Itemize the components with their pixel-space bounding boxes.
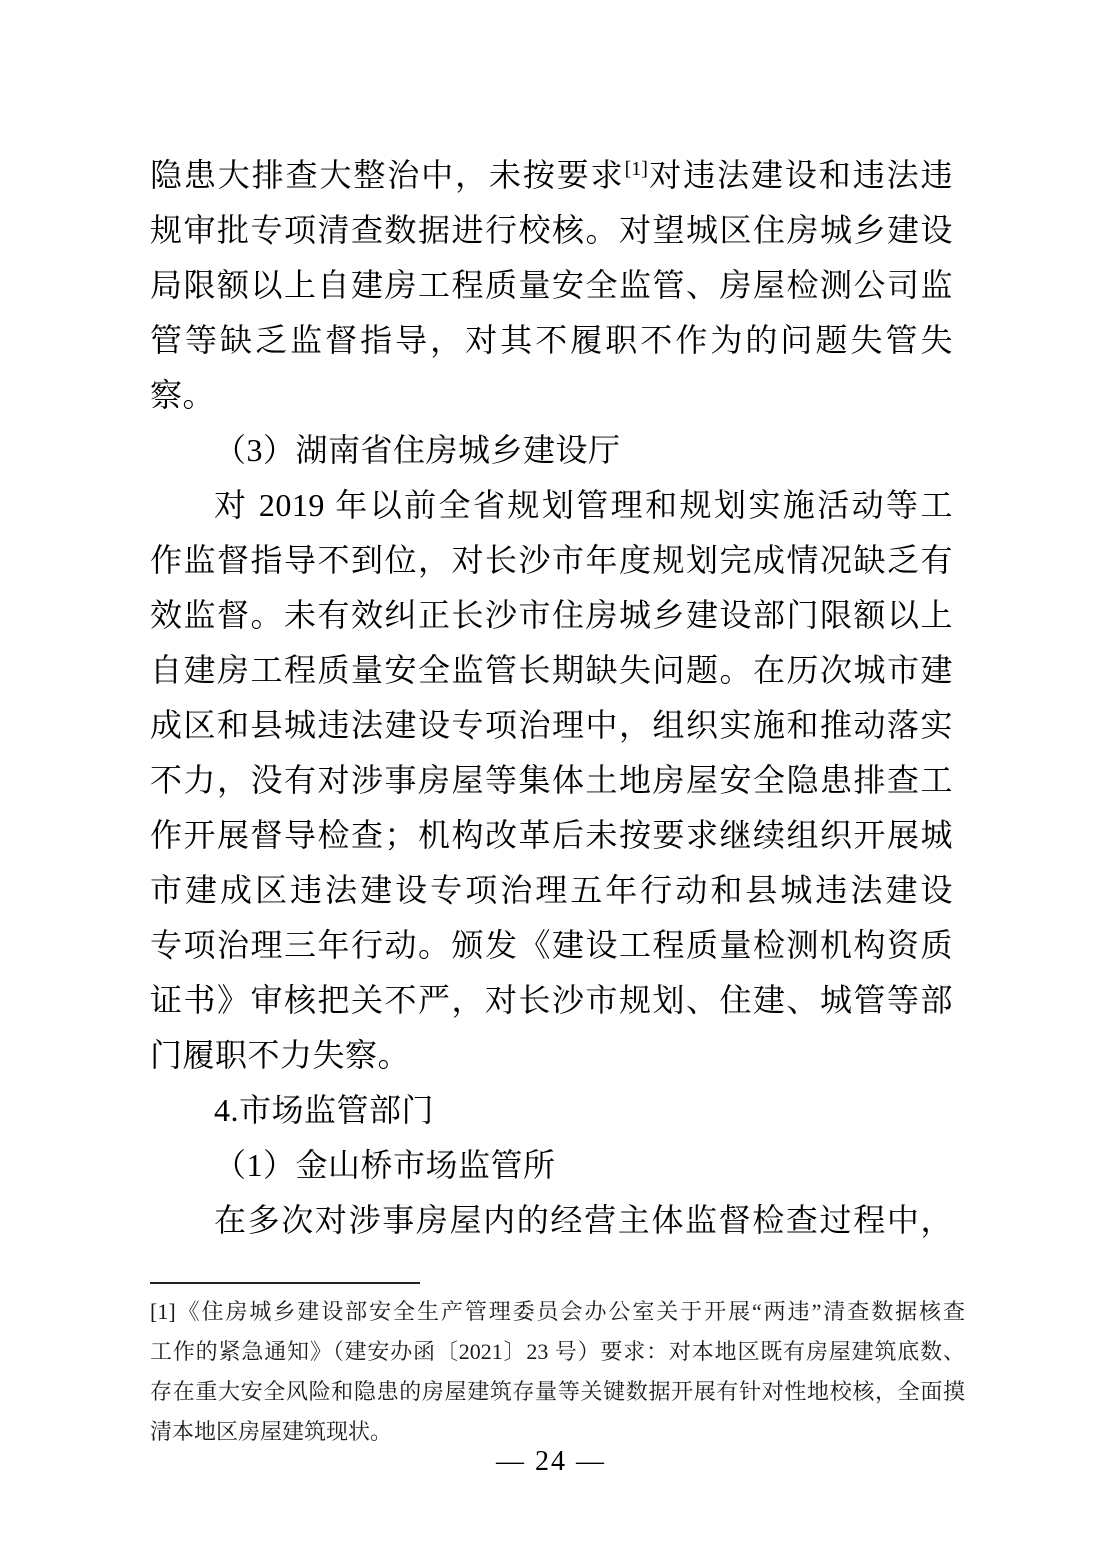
footnote-line: 清本地区房屋建筑现状。	[150, 1419, 393, 1444]
footnote-line: [1]《住房城乡建设部安全生产管理委员会办公室关于开展“两违”清查数据核查	[150, 1299, 965, 1324]
body-text-line: 对 2019 年以前全省规划管理和规划实施活动等工	[214, 487, 953, 523]
body-text-line	[150, 148, 953, 203]
body-text-line: 规审批专项清查数据进行校核。对望城区住房城乡建设	[150, 212, 953, 248]
body-text-line: 在多次对涉事房屋内的经营主体监督检查过程中，	[214, 1202, 953, 1238]
footnote-block	[150, 1292, 965, 1452]
body-text-line: 效监督。未有效纠正长沙市住房城乡建设部门限额以上	[150, 597, 953, 633]
body-text-line: 局限额以上自建房工程质量安全监管、房屋检测公司监	[150, 267, 953, 303]
footnote-reference-superscript: [1]	[624, 158, 648, 180]
body-text-line: 专项治理三年行动。颁发《建设工程质量检测机构资质	[150, 927, 953, 963]
page-number: — 24 —	[496, 1446, 606, 1477]
section-heading-4: 4.市场监管部门	[214, 1092, 435, 1128]
body-text-block	[150, 148, 953, 1248]
body-line-post: 对违法建设和违法违	[647, 157, 953, 193]
body-text-line: 察。	[150, 377, 216, 413]
body-text-line: 作开展督导检查；机构改革后未按要求继续组织开展城	[150, 817, 953, 853]
body-text-line: 作监督指导不到位，对长沙市年度规划完成情况缺乏有	[150, 542, 953, 578]
body-text-line: 市建成区违法建设专项治理五年行动和县城违法建设	[150, 872, 953, 908]
body-text-line: 不力，没有对涉事房屋等集体土地房屋安全隐患排查工	[150, 762, 953, 798]
footnote-line: 存在重大安全风险和隐患的房屋建筑存量等关键数据开展有针对性地校核，全面摸	[150, 1379, 965, 1404]
section-heading-3: （3）湖南省住房城乡建设厅	[214, 432, 621, 468]
body-text-line: 门履职不力失察。	[150, 1037, 411, 1073]
body-text-line: 管等缺乏监督指导，对其不履职不作为的问题失管失	[150, 322, 953, 358]
body-text-line: 自建房工程质量安全监管长期缺失问题。在历次城市建	[150, 652, 953, 688]
body-line-pre: 隐患大排查大整治中，未按要求	[150, 157, 625, 193]
section-heading-4-1: （1）金山桥市场监管所	[214, 1147, 556, 1183]
body-text-line: 成区和县城违法建设专项治理中，组织实施和推动落实	[150, 707, 953, 743]
body-text-line: 证书》审核把关不严，对长沙市规划、住建、城管等部	[150, 982, 953, 1018]
footnote-separator-rule	[150, 1282, 420, 1284]
footnote-line: 工作的紧急通知》（建安办函〔2021〕23 号）要求：对本地区既有房屋建筑底数、	[150, 1339, 965, 1364]
